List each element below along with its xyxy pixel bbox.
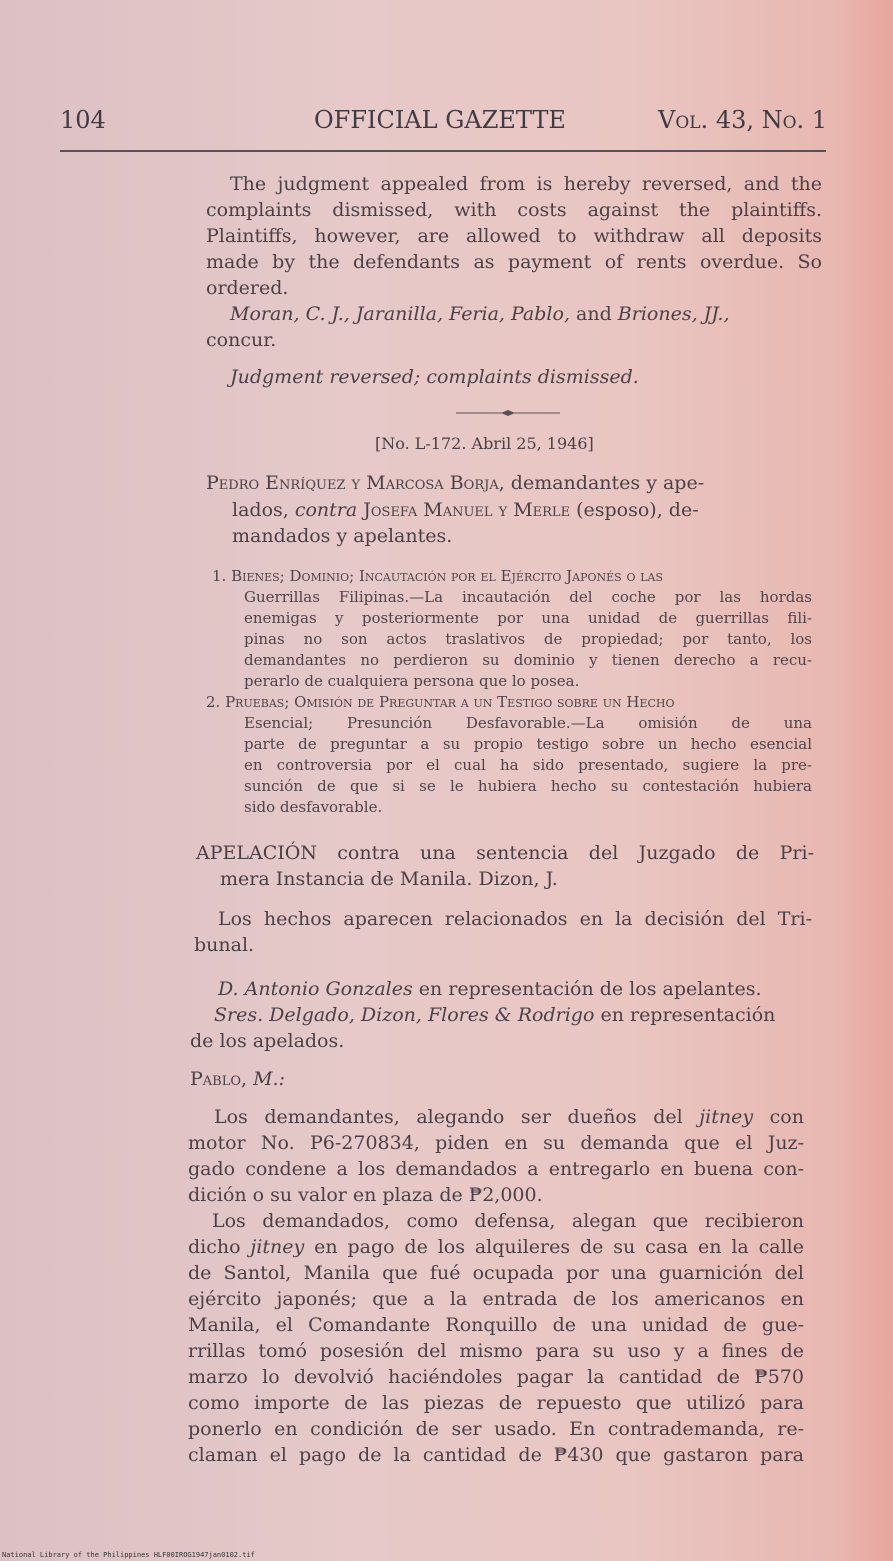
plaintiffs-names: Pedro Enríquez y Marcosa Borja, — [206, 472, 505, 494]
contra-word: contra — [294, 499, 358, 521]
text-line: complaints dismissed, with costs against the plaintiffs. — [206, 199, 822, 221]
parties-line-2 — [232, 497, 699, 523]
syllabus-line: Guerrillas Filipinas.—La incautación del coche por las hordas — [244, 588, 812, 606]
scan-footer: National Library of the Philippines HLF00IROG1947jan0102.tif — [2, 1551, 255, 1559]
text-line: APELACIÓN contra una sentencia del Juzgado de Pri- — [196, 842, 814, 864]
syllabus-line: sido desfavorable. — [244, 798, 383, 816]
counsel-name: D. Antonio Gonzales — [218, 978, 413, 1000]
volume-number: Vol. 43, No. 1 — [658, 106, 828, 134]
text-line: ponerlo en condición de ser usado. En contrademanda, re- — [188, 1418, 804, 1440]
text-line: gado condene a los demandados a entregarlo en buena con- — [188, 1158, 804, 1180]
text-fragment: lados, — [232, 499, 295, 521]
counsel-role: en representación de los apelantes. — [412, 978, 762, 1000]
counsel-appellees-end: de los apelados. — [190, 1030, 345, 1052]
syllabus-line: demandantes no perdieron su dominio y tienen derecho a recu- — [244, 651, 812, 669]
text-line — [188, 1234, 804, 1260]
syllabus-line: en controversia por el cual ha sido presentado, sugiere la pre- — [244, 756, 812, 774]
text-fragment: (esposo), de- — [570, 499, 699, 521]
text-line: ordered. — [206, 277, 289, 299]
section-divider-ornament — [456, 410, 560, 416]
justice-names: Moran, C. J., Jaranilla, Feria, Pablo, — [230, 303, 570, 325]
syllabus-line: pinas no son actos traslativos de propiedad; por tanto, los — [244, 630, 812, 648]
text-line: ejército japonés; que a la entrada de los americanos en — [188, 1288, 804, 1310]
item-number: 1. — [212, 567, 232, 585]
text-line: dición o su valor en plaza de ₱2,000. — [188, 1184, 543, 1206]
and-word: and — [569, 303, 618, 325]
text-fragment: en pago de los alquileres de su casa en la calle — [304, 1236, 804, 1258]
concur-word: concur. — [206, 329, 277, 351]
text-line: motor No. P6-270834, piden en su demanda que el Juz- — [188, 1132, 804, 1154]
syllabus-line: parte de preguntar a su propio testigo sobre un hecho esencial — [244, 735, 812, 753]
text-line: rrillas tomó posesión del mismo para su uso y a fines de — [188, 1340, 804, 1362]
text-fragment: dicho — [188, 1236, 251, 1258]
gazette-title: OFFICIAL GAZETTE — [314, 106, 566, 134]
concurring-justices — [230, 301, 730, 327]
syllabus-heading: Pruebas; Omisión de Preguntar a un Testigo sobre un Hecho — [225, 693, 675, 711]
justice-last: Briones, JJ., — [617, 303, 730, 325]
text-line: de Santol, Manila que fué ocupada por una guarnición del — [188, 1262, 804, 1284]
text-line: Plaintiffs, however, are allowed to withdraw all deposits — [206, 225, 822, 247]
syllabus-line: perarlo de cualquiera persona que lo posea. — [244, 672, 580, 690]
docket-number: [No. L-172. Abril 25, 1946] — [375, 434, 594, 453]
text-line: Los demandados, como defensa, alegan que recibieron — [212, 1210, 804, 1232]
text-italic: jitney — [250, 1236, 305, 1258]
parties-line-3: mandados y apelantes. — [232, 525, 453, 547]
page-number: 104 — [60, 106, 106, 134]
item-number: 2. — [206, 693, 226, 711]
text-line: Manila, el Comandante Ronquillo de una unidad de gue- — [188, 1314, 804, 1336]
ponente-title: M.: — [247, 1068, 285, 1090]
text-fragment: con — [753, 1106, 804, 1128]
text-line — [214, 1104, 804, 1130]
syllabus-item-2-heading — [206, 692, 675, 713]
text-line: marzo lo devolvió haciéndoles pagar la cantidad de ₱570 — [188, 1366, 804, 1388]
text-line: mera Instancia de Manila. Dizon, J. — [220, 868, 558, 890]
text-line: bunal. — [194, 934, 255, 956]
syllabus-line: enemigas y posteriormente por una unidad de guerrillas fili- — [244, 609, 812, 627]
counsel-name: Sres. Delgado, Dizon, Flores & Rodrigo — [214, 1004, 595, 1026]
text-line: claman el pago de la cantidad de ₱430 que gastaron para — [188, 1444, 804, 1466]
syllabus-heading: Bienes; Dominio; Incautación por el Ejército Japonés o las — [231, 567, 664, 585]
counsel-appellees — [214, 1002, 775, 1028]
parties-line-1 — [206, 470, 704, 496]
text-italic: jitney — [699, 1106, 754, 1128]
syllabus-item-1-heading — [212, 566, 663, 587]
defendants-names: Josefa Manuel y Merle — [357, 499, 571, 521]
text-line: como importe de las piezas de repuesto que utilizó para — [188, 1392, 804, 1414]
text-fragment: Los demandantes, alegando ser dueños del — [214, 1106, 700, 1128]
text-line: Los hechos aparecen relacionados en la decisión del Tri- — [218, 908, 812, 930]
text-line: made by the defendants as payment of rents overdue. So — [206, 251, 822, 273]
syllabus-line: sunción de que si se le hubiera hecho su contestación hubiera — [244, 777, 812, 795]
syllabus-line: Esencial; Presunción Desfavorable.—La omisión de una — [244, 714, 812, 732]
plaintiffs-role: demandantes y ape- — [504, 472, 705, 494]
ponente-name: Pablo, — [190, 1068, 248, 1090]
judgment-line: Judgment reversed; complaints dismissed. — [230, 366, 639, 388]
text-line: The judgment appealed from is hereby reversed, and the — [230, 173, 822, 195]
counsel-role: en representación — [594, 1004, 776, 1026]
counsel-appellants — [218, 976, 762, 1002]
ponente — [190, 1066, 285, 1092]
header-rule — [60, 150, 826, 152]
page-edge-shadow — [833, 0, 893, 1561]
